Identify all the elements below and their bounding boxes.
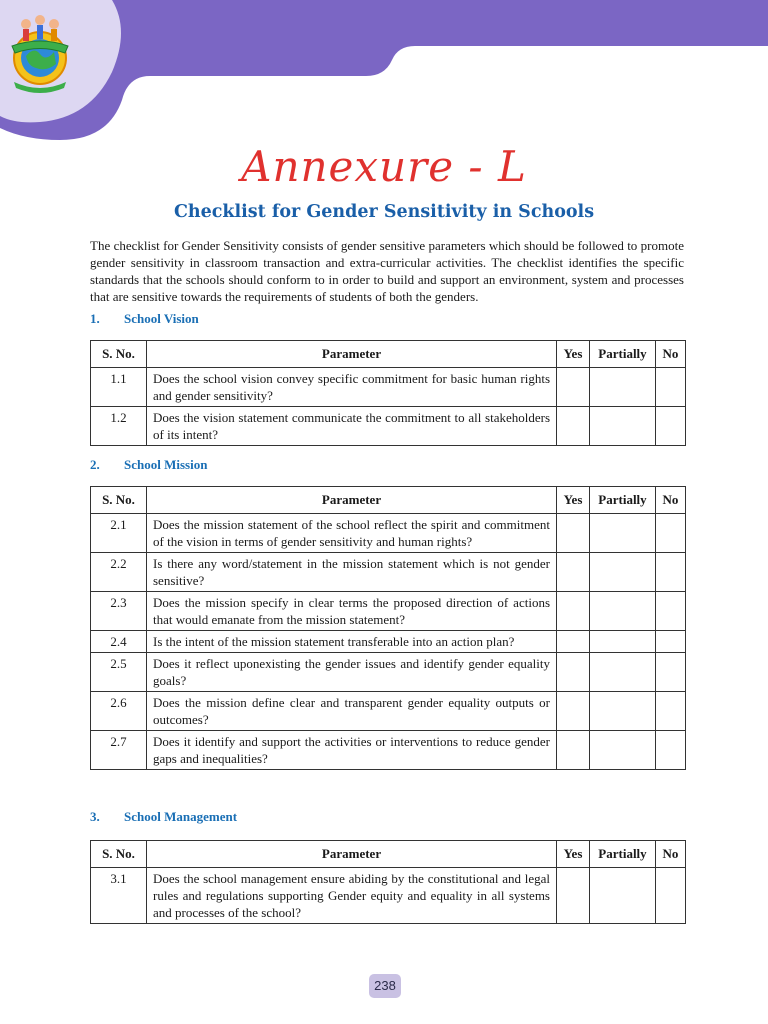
row-parameter: Does the vision statement communicate the commitment to all stakeholders of its intent? — [147, 407, 557, 446]
table-row — [91, 731, 686, 770]
header-partially: Partially — [590, 841, 656, 868]
section-heading-school-management — [90, 809, 237, 825]
section-title: School Mission — [124, 457, 208, 472]
partially-cell[interactable] — [590, 553, 656, 592]
no-cell[interactable] — [656, 553, 686, 592]
table-row — [91, 368, 686, 407]
no-cell[interactable] — [656, 653, 686, 692]
no-cell[interactable] — [656, 731, 686, 770]
no-cell[interactable] — [656, 592, 686, 631]
header-yes: Yes — [557, 841, 590, 868]
header-parameter: Parameter — [147, 487, 557, 514]
table-row — [91, 592, 686, 631]
header-yes: Yes — [557, 341, 590, 368]
row-parameter: Does the mission specify in clear terms the proposed direction of actions that would emanate from the mission statement? — [147, 592, 557, 631]
yes-cell[interactable] — [557, 592, 590, 631]
header-sno: S. No. — [91, 341, 147, 368]
partially-cell[interactable] — [590, 407, 656, 446]
table-row — [91, 692, 686, 731]
page-title: Annexure - L — [241, 142, 527, 191]
row-sno: 3.1 — [91, 868, 147, 924]
section-heading-school-mission — [90, 457, 207, 473]
header-no: No — [656, 487, 686, 514]
header-no: No — [656, 841, 686, 868]
school-emblem — [2, 6, 78, 94]
table-header-row — [91, 341, 686, 368]
table-header-row — [91, 487, 686, 514]
row-sno: 2.2 — [91, 553, 147, 592]
yes-cell[interactable] — [557, 407, 590, 446]
row-parameter: Does it identify and support the activities or interventions to reduce gender gaps and inequalities? — [147, 731, 557, 770]
partially-cell[interactable] — [590, 631, 656, 653]
row-parameter: Is the intent of the mission statement transferable into an action plan? — [147, 631, 557, 653]
checklist-table-school-vision — [90, 340, 686, 446]
section-number: 2. — [90, 457, 100, 472]
table-header-row — [91, 841, 686, 868]
header-no: No — [656, 341, 686, 368]
table-row — [91, 868, 686, 924]
header-yes: Yes — [557, 487, 590, 514]
header-parameter: Parameter — [147, 341, 557, 368]
yes-cell[interactable] — [557, 631, 590, 653]
partially-cell[interactable] — [590, 592, 656, 631]
row-sno: 2.7 — [91, 731, 147, 770]
yes-cell[interactable] — [557, 868, 590, 924]
table-row — [91, 553, 686, 592]
row-parameter: Does the school vision convey specific commitment for basic human rights and gender sensitivity? — [147, 368, 557, 407]
intro-paragraph: The checklist for Gender Sensitivity consists of gender sensitive parameters which should be followed to promote gender sensitivity in classroom transaction and extra-curricular activities. The checklist identifies the specific standards that the schools should conform to in order to build and support an environment, system and processes that are sensitive towards the requirements of students of both the genders. — [90, 238, 684, 304]
section-title: School Management — [124, 809, 238, 824]
row-parameter: Does it reflect uponexisting the gender issues and identify gender equality goals? — [147, 653, 557, 692]
row-sno: 2.1 — [91, 514, 147, 553]
yes-cell[interactable] — [557, 553, 590, 592]
row-sno: 2.5 — [91, 653, 147, 692]
no-cell[interactable] — [656, 868, 686, 924]
partially-cell[interactable] — [590, 731, 656, 770]
table-row — [91, 653, 686, 692]
checklist-table-school-management — [90, 840, 686, 924]
yes-cell[interactable] — [557, 692, 590, 731]
page-subtitle: Checklist for Gender Sensitivity in Schools — [173, 202, 595, 222]
yes-cell[interactable] — [557, 653, 590, 692]
row-parameter: Does the mission statement of the school reflect the spirit and commitment of the vision in terms of gender sensitivity and human rights? — [147, 514, 557, 553]
section-number: 1. — [90, 311, 100, 326]
header-partially: Partially — [590, 487, 656, 514]
no-cell[interactable] — [656, 631, 686, 653]
row-parameter: Does the mission define clear and transparent gender equality outputs or outcomes? — [147, 692, 557, 731]
partially-cell[interactable] — [590, 868, 656, 924]
section-heading-school-vision — [90, 311, 199, 327]
row-sno: 2.3 — [91, 592, 147, 631]
partially-cell[interactable] — [590, 514, 656, 553]
section-number: 3. — [90, 809, 100, 824]
header-sno: S. No. — [91, 487, 147, 514]
no-cell[interactable] — [656, 692, 686, 731]
header-parameter: Parameter — [147, 841, 557, 868]
header-partially: Partially — [590, 341, 656, 368]
table-row — [91, 407, 686, 446]
header-band — [0, 0, 768, 145]
row-parameter: Is there any word/statement in the mission statement which is not gender sensitive? — [147, 553, 557, 592]
partially-cell[interactable] — [590, 692, 656, 731]
yes-cell[interactable] — [557, 368, 590, 407]
row-sno: 1.2 — [91, 407, 147, 446]
table-row — [91, 631, 686, 653]
partially-cell[interactable] — [590, 368, 656, 407]
partially-cell[interactable] — [590, 653, 656, 692]
page-number-badge: 238 — [369, 974, 401, 998]
checklist-table-school-mission — [90, 486, 686, 770]
no-cell[interactable] — [656, 368, 686, 407]
no-cell[interactable] — [656, 514, 686, 553]
row-sno: 2.4 — [91, 631, 147, 653]
section-title: School Vision — [124, 311, 199, 326]
table-row — [91, 514, 686, 553]
yes-cell[interactable] — [557, 731, 590, 770]
row-sno: 1.1 — [91, 368, 147, 407]
row-sno: 2.6 — [91, 692, 147, 731]
row-parameter: Does the school management ensure abiding by the constitutional and legal rules and regulations supporting Gender equity and equality in all systems and processes of the school? — [147, 868, 557, 924]
no-cell[interactable] — [656, 407, 686, 446]
yes-cell[interactable] — [557, 514, 590, 553]
header-sno: S. No. — [91, 841, 147, 868]
